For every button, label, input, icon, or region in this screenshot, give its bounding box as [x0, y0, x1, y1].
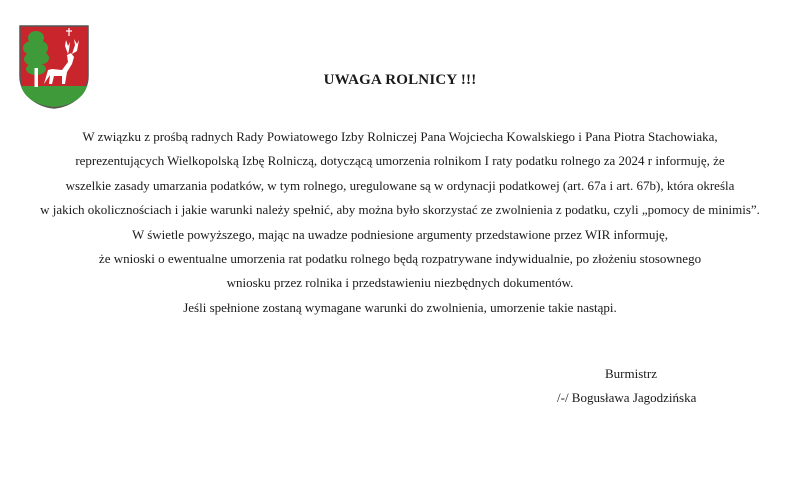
document-body: [0, 125, 800, 320]
body-line: wniosku przez rolnika i przedstawieniu niezbędnych dokumentów.: [226, 275, 574, 291]
body-line: Jeśli spełnione zostaną wymagane warunki do zwolnienia, umorzenie takie nastąpi.: [183, 299, 617, 315]
body-line: w jakich okolicznościach i jakie warunki należy spełnić, aby można było skorzystać ze zwolnienia z podatku, czyli „pomocy de minimis”.: [40, 202, 760, 218]
body-line: reprezentujących Wielkopolską Izbę Rolniczą, dotyczącą umorzenia rolnikom I raty podatku rolnego za 2024 r informuję, że: [75, 153, 725, 169]
body-line: wszelkie zasady umarzania podatków, w tym rolnego, uregulowane są w ordynacji podatkowej (art. 67a i art. 67b), która określa: [65, 177, 735, 193]
coat-of-arms-graphic: [18, 24, 90, 110]
body-line: W świetle powyższego, mając na uwadze podniesione argumenty przedstawione przez WIR informuję,: [131, 226, 669, 242]
municipal-coat-of-arms-icon: [18, 24, 90, 110]
body-line: że wnioski o ewentualne umorzenia rat podatku rolnego będą rozpatrywane indywidualnie, po złożeniu stosownego: [98, 251, 702, 267]
body-line: W związku z prośbą radnych Rady Powiatowego Izby Rolniczej Pana Wojciecha Kowalskiego i Pana Piotra Stachowiaka,: [82, 129, 718, 144]
signature-role: Burmistrz: [605, 366, 657, 381]
signature-name: /-/ Bogusława Jagodzińska: [557, 390, 697, 405]
document-title: UWAGA ROLNICY !!!: [323, 72, 477, 88]
